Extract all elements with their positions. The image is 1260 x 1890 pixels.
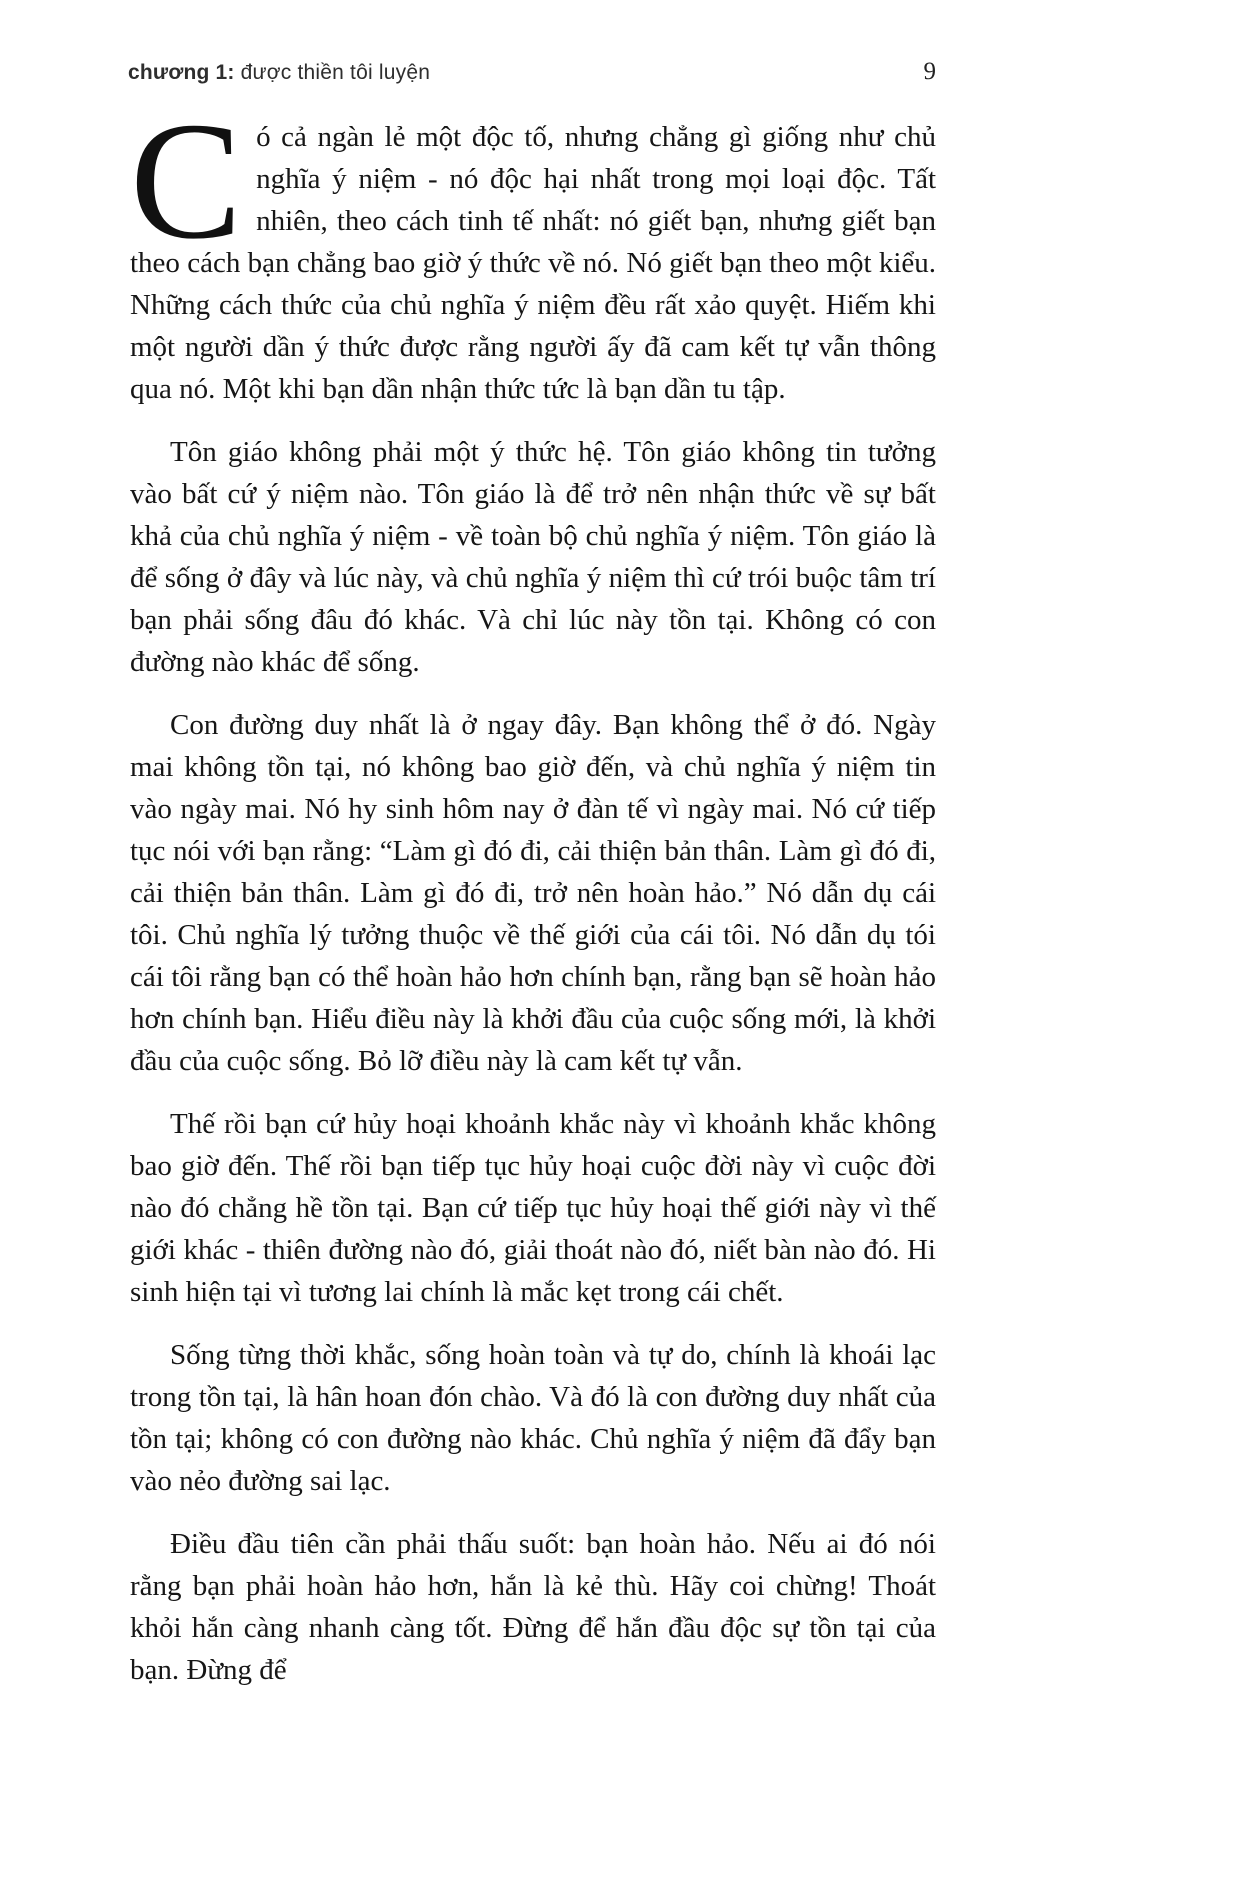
page-body <box>130 88 936 1691</box>
chapter-label: chương 1: <box>128 61 235 84</box>
paragraph-5: Sống từng thời khắc, sống hoàn toàn và tự do, chính là khoái lạc trong tồn tại, là hân hoan đón chào. Và đó là con đường duy nhất của tồn tại; không có con đường nào khác. Chủ nghĩa ý niệm đã đẩy bạn vào nẻo đường sai lạc. <box>130 1339 936 1497</box>
page-number: 9 <box>923 58 936 85</box>
page-header <box>128 58 936 86</box>
paragraph-3: Con đường duy nhất là ở ngay đây. Bạn không thể ở đó. Ngày mai không tồn tại, nó không bao giờ đến, và chủ nghĩa ý niệm tin vào ngày mai. Nó hy sinh hôm nay ở đàn tế vì ngày mai. Nó cứ tiếp tục nói với bạn rằng: “Làm gì đó đi, cải thiện bản thân. Làm gì đó đi, cải thiện bản thân. Làm gì đó đi, trở nên hoàn hảo.” Nó dẫn dụ cái tôi. Chủ nghĩa lý tưởng thuộc về thế giới của cái tôi. Nó dẫn dụ tói cái tôi rằng bạn có thể hoàn hảo hơn chính bạn, rằng bạn sẽ hoàn hảo hơn chính bạn. Hiểu điều này là khởi đầu của cuộc sống mới, là khởi đầu của cuộc sống. Bỏ lỡ điều này là cam kết tự vẫn. <box>130 709 936 1077</box>
paragraph-2: Tôn giáo không phải một ý thức hệ. Tôn giáo không tin tưởng vào bất cứ ý niệm nào. Tôn giáo là để trở nên nhận thức về sự bất khả của chủ nghĩa ý niệm - về toàn bộ chủ nghĩa ý niệm. Tôn giáo là để sống ở đây và lúc này, và chủ nghĩa ý niệm thì cứ trói buộc tâm trí bạn phải sống đâu đó khác. Và chỉ lúc này tồn tại. Không có con đường nào khác để sống. <box>130 436 936 678</box>
chapter-title: được thiền tôi luyện <box>234 61 431 84</box>
running-head <box>128 61 430 85</box>
paragraph-6: Điều đầu tiên cần phải thấu suốt: bạn hoàn hảo. Nếu ai đó nói rằng bạn phải hoàn hảo hơn, hắn là kẻ thù. Hãy coi chừng! Thoát khỏi hắn càng nhanh càng tốt. Đừng để hắn đầu độc sự tồn tại của bạn. Đừng để <box>130 1528 936 1686</box>
dropcap-letter: C <box>130 88 243 274</box>
paragraph-1-text: ó cả ngàn lẻ một độc tố, nhưng chẳng gì giống như chủ nghĩa ý niệm - nó độc hại nhất trong mọi loại độc. Tất nhiên, theo cách tinh tế nhất: nó giết bạn, nhưng giết bạn theo cách bạn chẳng bao giờ ý thức về nó. Nó giết bạn theo một kiểu. Những cách thức của chủ nghĩa ý niệm đều rất xảo quyệt. Hiếm khi một người dần ý thức được rằng người ấy đã cam kết tự vẫn thông qua nó. Một khi bạn dần nhận thức tức là bạn dần tu tập. <box>130 121 936 405</box>
paragraph-4: Thế rồi bạn cứ hủy hoại khoảnh khắc này vì khoảnh khắc không bao giờ đến. Thế rồi bạn tiếp tục hủy hoại cuộc đời này vì cuộc đời nào đó chẳng hề tồn tại. Bạn cứ tiếp tục hủy hoại thế giới này vì thế giới khác - thiên đường nào đó, giải thoát nào đó, niết bàn nào đó. Hi sinh hiện tại vì tương lai chính là mắc kẹt trong cái chết. <box>130 1108 936 1308</box>
paragraph-1 <box>130 88 936 410</box>
